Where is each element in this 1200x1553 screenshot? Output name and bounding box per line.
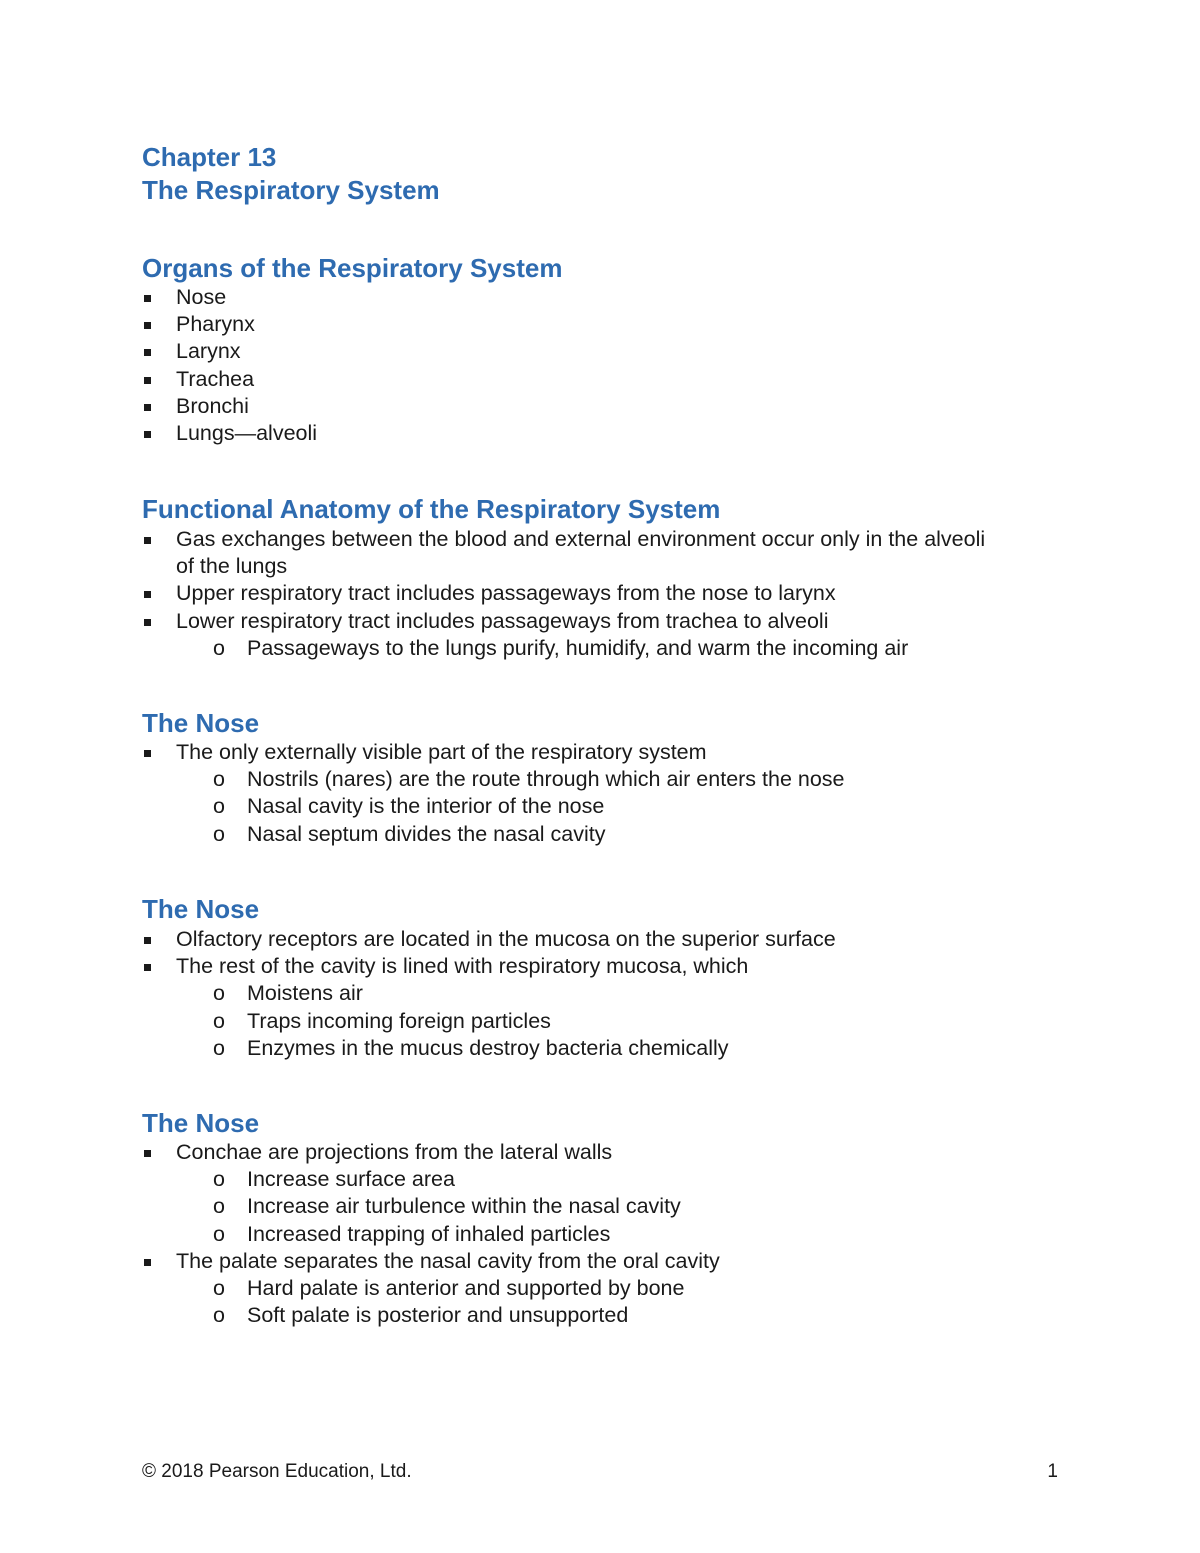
list-item: Larynx [0, 338, 1200, 365]
section-heading-organs: Organs of the Respiratory System [142, 253, 563, 283]
list-item: Lungs—alveoli [0, 420, 1200, 447]
list-item: Olfactory receptors are located in the mucosa on the superior surface [0, 926, 1200, 953]
list-item: The palate separates the nasal cavity from the oral cavity [0, 1248, 1200, 1275]
sub-list-item: o Nostrils (nares) are the route through which air enters the nose [0, 766, 1200, 793]
list-item: Bronchi [0, 393, 1200, 420]
sub-list-item: o Enzymes in the mucus destroy bacteria chemically [0, 1035, 1200, 1062]
section-list-organs [0, 284, 1200, 447]
list-item-continuation: of the lungs [176, 554, 288, 579]
footer-copyright: © 2018 Pearson Education, Ltd. [142, 1461, 412, 1482]
section-heading-functional-anatomy: Functional Anatomy of the Respiratory System [142, 494, 721, 524]
list-item: Lower respiratory tract includes passageways from trachea to alveoli [0, 608, 1200, 635]
page-number: 1 [1047, 1461, 1058, 1482]
list-item: Upper respiratory tract includes passageways from the nose to larynx [0, 580, 1200, 607]
list-item: The rest of the cavity is lined with respiratory mucosa, which [0, 953, 1200, 980]
list-item: Pharynx [0, 311, 1200, 338]
chapter-number: Chapter 13 [142, 142, 277, 172]
list-item: Nose [0, 284, 1200, 311]
section-heading-nose-2: The Nose [142, 894, 260, 924]
sub-list-item: o Nasal septum divides the nasal cavity [0, 821, 1200, 848]
section-list-nose-3 [0, 1139, 1200, 1329]
section-heading-nose-3: The Nose [142, 1108, 260, 1138]
section-list-functional-anatomy [0, 526, 1200, 662]
list-item: Gas exchanges between the blood and external environment occur only in the alveoli [0, 526, 1200, 553]
section-list-nose-2 [0, 926, 1200, 1062]
sub-list-item: o Increase air turbulence within the nasal cavity [0, 1193, 1200, 1220]
list-item: The only externally visible part of the respiratory system [0, 739, 1200, 766]
sub-list-item: o Hard palate is anterior and supported by bone [0, 1275, 1200, 1302]
sub-list-item: o Passageways to the lungs purify, humidify, and warm the incoming air [0, 635, 1200, 662]
sub-list-item: o Increase surface area [0, 1166, 1200, 1193]
sub-list-item: o Increased trapping of inhaled particles [0, 1221, 1200, 1248]
chapter-title: The Respiratory System [142, 175, 440, 205]
section-heading-nose-1: The Nose [142, 708, 260, 738]
sub-list-item: o Soft palate is posterior and unsupported [0, 1302, 1200, 1329]
sub-list-item: o Nasal cavity is the interior of the nose [0, 793, 1200, 820]
sub-list-item: o Moistens air [0, 980, 1200, 1007]
sub-list-item: o Traps incoming foreign particles [0, 1008, 1200, 1035]
section-list-nose-1 [0, 739, 1200, 848]
list-item: Trachea [0, 366, 1200, 393]
list-item: Conchae are projections from the lateral walls [0, 1139, 1200, 1166]
